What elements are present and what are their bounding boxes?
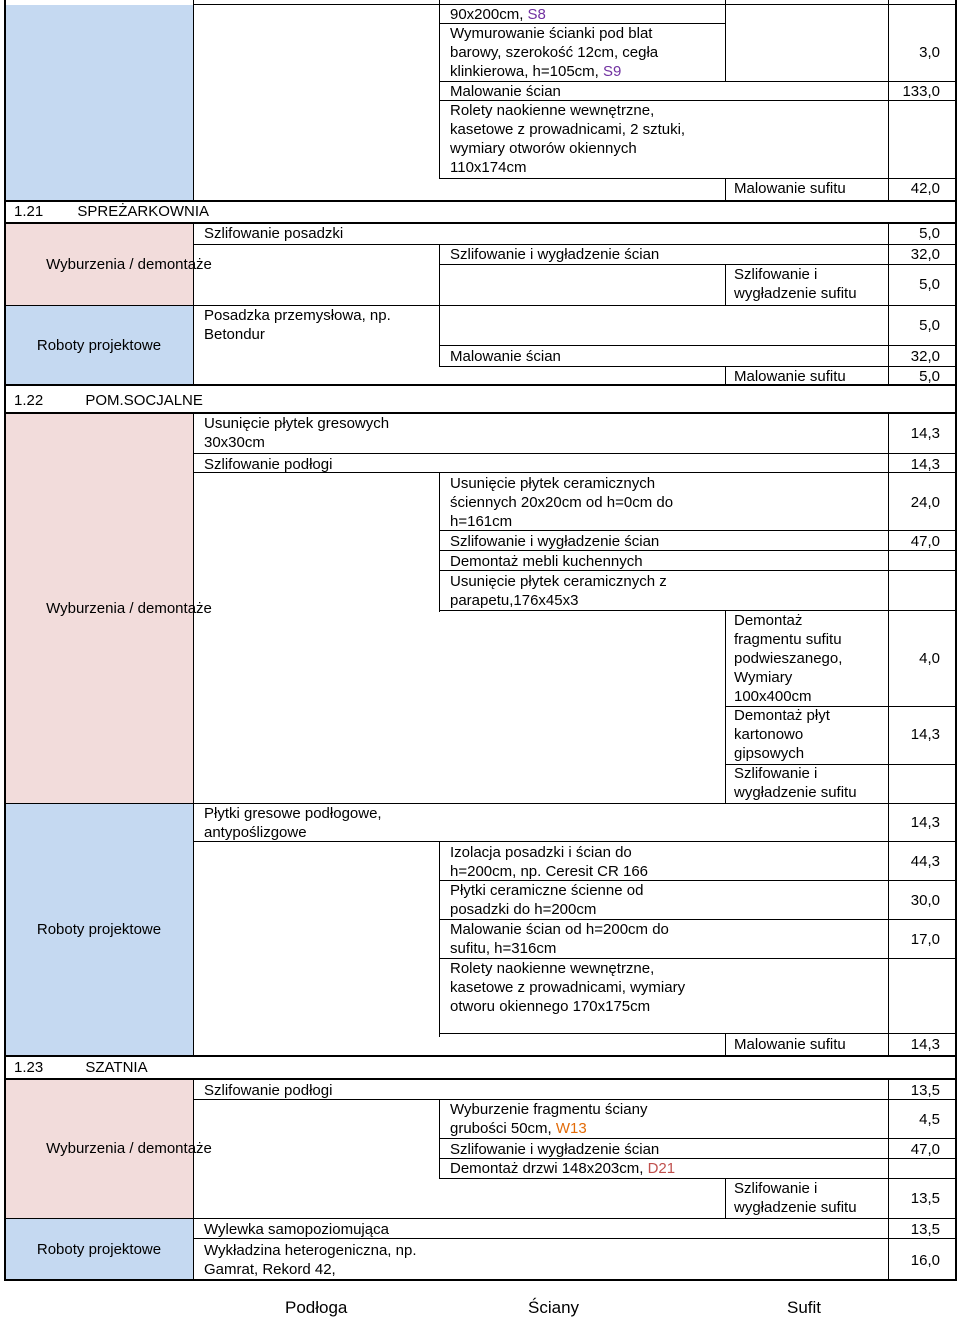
- wall-item-demolition: [450, 1100, 700, 1138]
- quantity-value: 5,0: [919, 317, 940, 334]
- wall-item: Rolety naokienne wewnętrzne, kasetowe z prowadnicami, wymiary otworu okiennego 170x175cm: [450, 960, 686, 1015]
- col-sep-2: [439, 841, 440, 1037]
- col-sep-3: [725, 0, 726, 81]
- reference-code: W13: [555, 1120, 587, 1137]
- reference-code: S8: [527, 6, 546, 23]
- quantity-value: 13,5: [910, 1221, 940, 1238]
- row-line: [439, 1033, 957, 1034]
- ceiling-item-painting: Malowanie sufitu: [734, 180, 846, 197]
- wall-item-painting: Malowanie ścian: [450, 83, 561, 100]
- col-sep-3: [725, 178, 726, 201]
- section-line: [4, 1055, 957, 1057]
- wall-item-doorway: [450, 5, 546, 24]
- col-sep-4: [888, 223, 889, 385]
- wall-item: Usunięcie płytek ceramicznych ściennych 20x20cm od h=0cm do h=161cm: [450, 475, 674, 530]
- wall-item: Malowanie ścian od h=200cm do sufitu, h=316cm: [450, 921, 669, 957]
- ceiling-item: Demontaż płyt kartonowo gipsowych: [734, 707, 830, 762]
- quantity-value: 42,0: [910, 180, 940, 197]
- col-sep-4: [888, 413, 889, 1056]
- reference-code: D21: [647, 1160, 676, 1177]
- wall-item: Szlifowanie i wygładzenie ścian: [450, 533, 660, 550]
- row-line: [193, 4, 957, 5]
- section-title-122: [14, 392, 203, 409]
- wall-item-door: [450, 1159, 675, 1178]
- quantity-value: 5,0: [919, 368, 940, 385]
- ceiling-item: Malowanie sufitu: [734, 1036, 846, 1053]
- quantity-value: 47,0: [910, 1141, 940, 1158]
- section-number: 1.23: [14, 1059, 44, 1076]
- quantity-value: 133,0: [902, 83, 940, 100]
- quantity-value: 5,0: [919, 225, 940, 242]
- col-sep-3: [725, 366, 726, 385]
- quantity-value: 32,0: [910, 246, 940, 263]
- wall-item: Szlifowanie i wygładzenie ścian: [450, 246, 660, 263]
- col-sep-3: [725, 1033, 726, 1055]
- ceiling-item: Szlifowanie i wygładzenie sufitu: [734, 765, 857, 801]
- quantity-value: 16,0: [910, 1252, 940, 1269]
- floor-item: Szlifowanie podłogi: [204, 1082, 333, 1099]
- row-line: [439, 178, 957, 179]
- col-sep-1: [193, 0, 194, 201]
- section-number: 1.22: [14, 392, 44, 409]
- quantity-value: 30,0: [910, 892, 940, 909]
- quantity-value: 14,3: [910, 726, 940, 743]
- category-demolition: Wyburzenia / demontaże: [46, 599, 212, 617]
- quantity-value: 14,3: [910, 425, 940, 442]
- row-line: [193, 453, 957, 454]
- quantity-value: 5,0: [919, 276, 940, 293]
- section-name: POM.SOCJALNE: [85, 392, 203, 409]
- wall-item-bar-wall: [450, 24, 700, 81]
- row-line: [439, 264, 957, 265]
- category-demolition: Wyburzenia / demontaże: [46, 1140, 212, 1157]
- floor-item: Usunięcie płytek gresowych 30x30cm: [204, 415, 390, 451]
- section-line: [4, 222, 957, 224]
- category-bg-top: [5, 5, 193, 201]
- row-line: [439, 1178, 957, 1179]
- quantity-value: 44,3: [910, 853, 940, 870]
- col-sep-2: [439, 472, 440, 612]
- wall-item: Płytki ceramiczne ścienne od posadzki do h=200cm: [450, 882, 644, 918]
- quantity-value: 4,5: [919, 1111, 940, 1128]
- section-number: 1.21: [14, 203, 44, 220]
- wall-item: Usunięcie płytek ceramicznych z parapetu,176x45x3: [450, 573, 667, 609]
- floor-item: Wykładzina heterogeniczna, np. Gamrat, Rekord 42,: [204, 1242, 417, 1278]
- quantity-value: 14,3: [910, 1036, 940, 1053]
- section-line: [4, 200, 957, 202]
- floor-item: Posadzka przemysłowa, np. Betondur: [204, 307, 391, 343]
- section-title-123: [14, 1059, 148, 1076]
- quantity-value: 4,0: [919, 650, 940, 667]
- row-line: [439, 345, 957, 346]
- footer-label-walls: Ściany: [528, 1298, 580, 1317]
- category-demolition: Wyburzenia / demontaże: [46, 255, 212, 273]
- row-line: [439, 366, 957, 367]
- floor-item: Wylewka samopoziomująca: [204, 1221, 389, 1238]
- quantity-value: 14,3: [910, 456, 940, 473]
- ceiling-item: Szlifowanie i wygładzenie sufitu: [734, 266, 857, 302]
- floor-item: Szlifowanie podłogi: [204, 456, 333, 473]
- ceiling-item: Szlifowanie i wygładzenie sufitu: [734, 1180, 857, 1216]
- wall-item-text: Wymurowanie ścianki pod blat barowy, szerokość 12cm, cegła klinkierowa, h=105cm,: [450, 25, 659, 80]
- category-project-works: Roboty projektowe: [36, 1240, 162, 1258]
- col-sep-4: [888, 1079, 889, 1280]
- frame-right: [955, 0, 957, 1281]
- wall-item: Malowanie ścian: [450, 348, 561, 365]
- category-project-works: Roboty projektowe: [36, 336, 162, 354]
- quantity-value: 24,0: [910, 494, 940, 511]
- wall-item-blinds: Rolety naokienne wewnętrzne, kasetowe z prowadnicami, 2 sztuki, wymiary otworów okiennych 110x174cm: [450, 102, 686, 176]
- quantity-value: 14,3: [910, 814, 940, 831]
- footer-label-floor: Podłoga: [285, 1298, 348, 1317]
- section-name: SPREŻARKOWNIA: [77, 203, 210, 220]
- floor-item: Szlifowanie posadzki: [204, 225, 344, 242]
- row-line: [439, 610, 957, 611]
- section-title-121: [14, 203, 209, 220]
- category-project-works: Roboty projektowe: [36, 920, 162, 938]
- section-name: SZATNIA: [85, 1059, 148, 1076]
- quantity-value: 13,5: [910, 1082, 940, 1099]
- col-sep-2: [439, 0, 440, 178]
- quantity-value: 13,5: [910, 1190, 940, 1207]
- col-sep-2: [439, 1099, 440, 1179]
- quantity-value: 17,0: [910, 931, 940, 948]
- footer-label-ceiling: Sufit: [787, 1298, 822, 1317]
- wall-item-text: Wyburzenie fragmentu ściany grubości 50cm,: [450, 1101, 648, 1137]
- col-sep-3: [725, 264, 726, 305]
- wall-item: Szlifowanie i wygładzenie ścian: [450, 1141, 660, 1158]
- row-line: [439, 1138, 957, 1139]
- quantity-value: 32,0: [910, 348, 940, 365]
- quantity-value: 3,0: [919, 44, 940, 61]
- col-sep-3: [725, 1178, 726, 1218]
- wall-item-text: 90x200cm,: [450, 6, 528, 23]
- wall-item: Izolacja posadzki i ścian do h=200cm, np. Ceresit CR 166: [450, 844, 649, 880]
- wall-item-text: Demontaż drzwi 148x203cm,: [450, 1160, 648, 1177]
- ceiling-item: Malowanie sufitu: [734, 368, 846, 385]
- reference-code: S9: [603, 63, 622, 80]
- floor-item: Płytki gresowe podłogowe, antypoślizgowe: [204, 805, 382, 841]
- ceiling-item: Demontaż fragmentu sufitu podwieszanego, Wymiary 100x400cm: [734, 612, 843, 705]
- wall-item: Demontaż mebli kuchennych: [450, 553, 643, 570]
- quantity-value: 47,0: [910, 533, 940, 550]
